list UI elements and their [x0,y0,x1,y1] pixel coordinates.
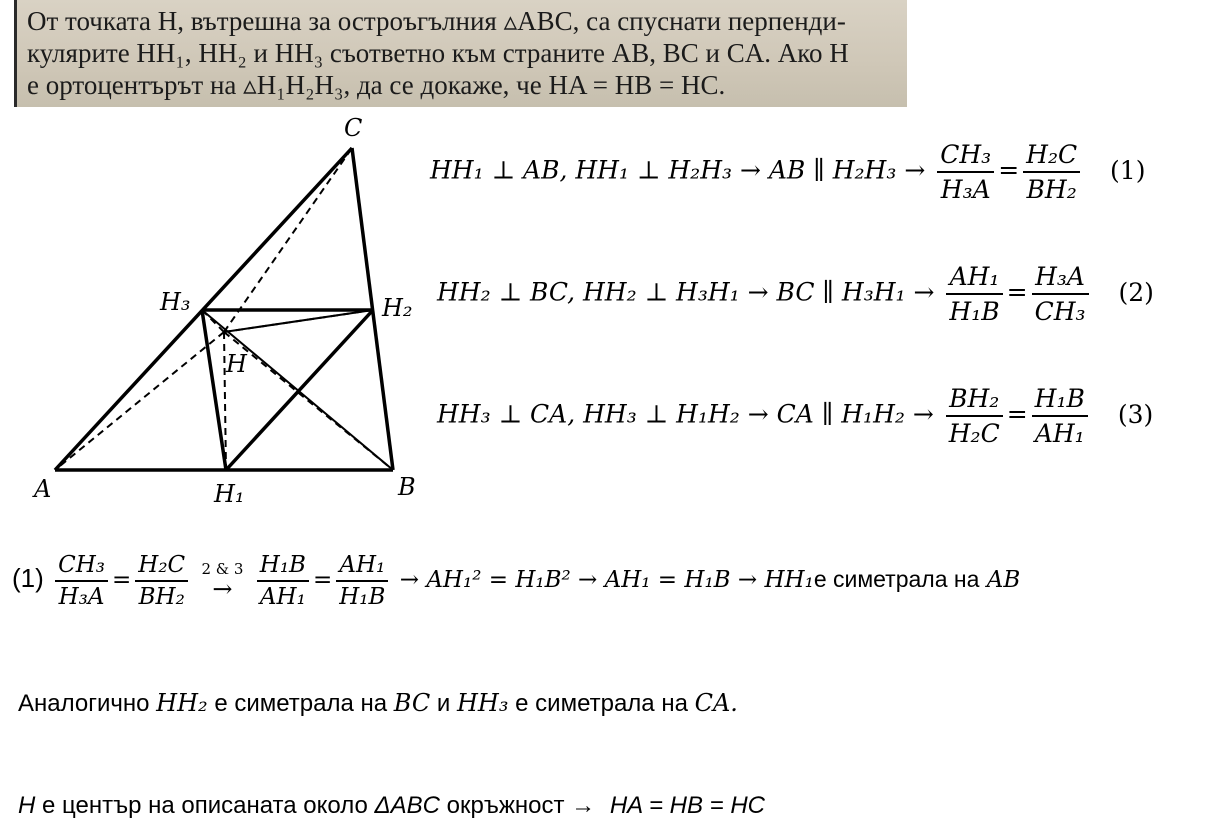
label-c: C [344,114,363,142]
problem-line-1: От точката H, вътрешна за остроъгълния ▵ABC, са спуснати перпенди- [27,6,846,36]
triangle-figure [0,110,430,510]
final-p2: окръжност → [446,792,596,819]
derivation-f2-den: BH₂ [135,580,188,610]
derivation-fraction-3 [257,552,309,610]
analogy-p3: и [436,690,451,717]
label-h2: H₂ [382,294,413,322]
analogy-m3: HH₃ [456,689,509,717]
equation-1 [430,140,1145,204]
label-h3: H₃ [160,288,191,316]
eq3-den2: AH₁ [1032,415,1088,448]
eq3-equals: = [1006,399,1028,429]
derivation-f4-num: AH₁ [339,552,386,578]
eq2-number: (2) [1118,277,1154,307]
derivation-f2-num: H₂C [138,552,186,578]
equation-3 [437,384,1153,448]
derivation-label: (1) [12,563,44,593]
eq1-fraction-1 [937,140,994,204]
derivation-fraction-1 [55,552,108,610]
eq3-left: HH₃ ⊥ CA, HH₃ ⊥ H₁H₂ → CA ∥ H₁H₂ → [437,399,934,429]
problem-statement-photo [14,0,907,107]
eq3-fraction-1 [946,384,1003,448]
derivation-f3-num: H₁B [259,552,306,578]
analogy-p4: е симетрала на [515,690,688,717]
analogy-m2: BC [393,689,431,717]
analogy-p2: е симетрала на [214,690,388,717]
equation-2 [437,262,1154,326]
eq1-den2: BH₂ [1023,171,1080,204]
derivation-f1-den: H₃A [55,580,108,610]
eq3-num1: BH₂ [949,384,1000,413]
segment-h2h1 [226,310,373,470]
eq3-number: (3) [1117,399,1154,429]
label-a: A [34,475,52,503]
final-m1: H [18,792,36,819]
eq2-den1: H₁B [946,293,1002,326]
dashed-ha [55,332,224,470]
problem-line-3: е ортоцентърът на ▵H₁H₂H₃, да се докаже, че HA = HB = HC. [27,70,726,100]
label-h1: H₁ [214,480,245,508]
eq3-fraction-2 [1032,384,1088,448]
eq1-den1: H₃A [937,171,994,204]
label-h: H [226,350,247,378]
derivation-f1-num: CH₃ [58,552,105,578]
derivation-f3-den: AH₁ [257,580,309,610]
eq2-fraction-1 [946,262,1002,326]
analogy-m1: HH₂ [156,689,208,717]
eq1-number: (1) [1110,155,1146,185]
derivation-result: → AH₁² = H₁B² → AH₁ = H₁B → [399,567,758,593]
eq2-left: HH₂ ⊥ BC, HH₂ ⊥ H₃H₁ → BC ∥ H₃H₁ → [437,277,935,307]
derivation-f4-den: H₁B [336,580,388,610]
derivation-line: (1) $\frac{\text{CH₃}}{\text{H₃A}}$ = $\frac{\text{H₂C}}{\text{BH₂}}$ 2 & 3 → $\frac{\text{H₁B}}{\text{AH₁}}$ = $\frac{\text{AH₁}}{\text{H₁B}}$ → AH₁² = H₁B² → AH₁ = H₁B → HH₁е симетрала на AB [12,552,1021,610]
final-m2: ΔABC [374,792,440,819]
eq2-den2: CH₃ [1032,293,1089,326]
analogy-m4: CA. [694,689,738,717]
derivation-fraction-2 [135,552,188,610]
eq1-num1: CH₃ [940,140,992,169]
eq1-left: HH₁ ⊥ AB, HH₁ ⊥ H₂H₃ → AB ∥ H₂H₃ → [430,155,926,185]
problem-line-2: кулярите HH₁, HH₂ и HH₃ съответно към страните AB, BC и CA. Ако H [27,38,849,68]
derivation-conclusion-side: AB [986,567,1021,593]
eq2-num2: H₃A [1035,262,1085,291]
eq1-num2: H₂C [1026,140,1078,169]
analogy-sentence [18,689,738,718]
eq1-fraction-2 [1023,140,1080,204]
eq2-equals: = [1006,277,1028,307]
eq2-num1: AH₁ [949,262,1000,291]
eq3-num2: H₁B [1034,384,1085,413]
label-b: B [398,473,416,501]
derivation-conclusion-math: HH₁ [764,567,814,593]
analogy-p1: Аналогично [18,690,150,717]
final-p1: е център на описаната около [42,792,368,819]
derivation-conclusion-text: е симетрала на [813,566,980,592]
dashed-hc [224,148,352,332]
derivation-over-arrow: 2 & 3 [201,559,244,578]
final-m3: HA = HB = HC [609,792,765,819]
eq2-fraction-2 [1032,262,1089,326]
dashed-hb [224,332,393,470]
eq1-equals: = [998,155,1020,185]
derivation-implication [201,559,244,603]
final-conclusion [18,792,765,820]
eq3-den1: H₂C [946,415,1003,448]
derivation-fraction-4 [336,552,388,610]
derivation-arrow: → [212,574,233,603]
